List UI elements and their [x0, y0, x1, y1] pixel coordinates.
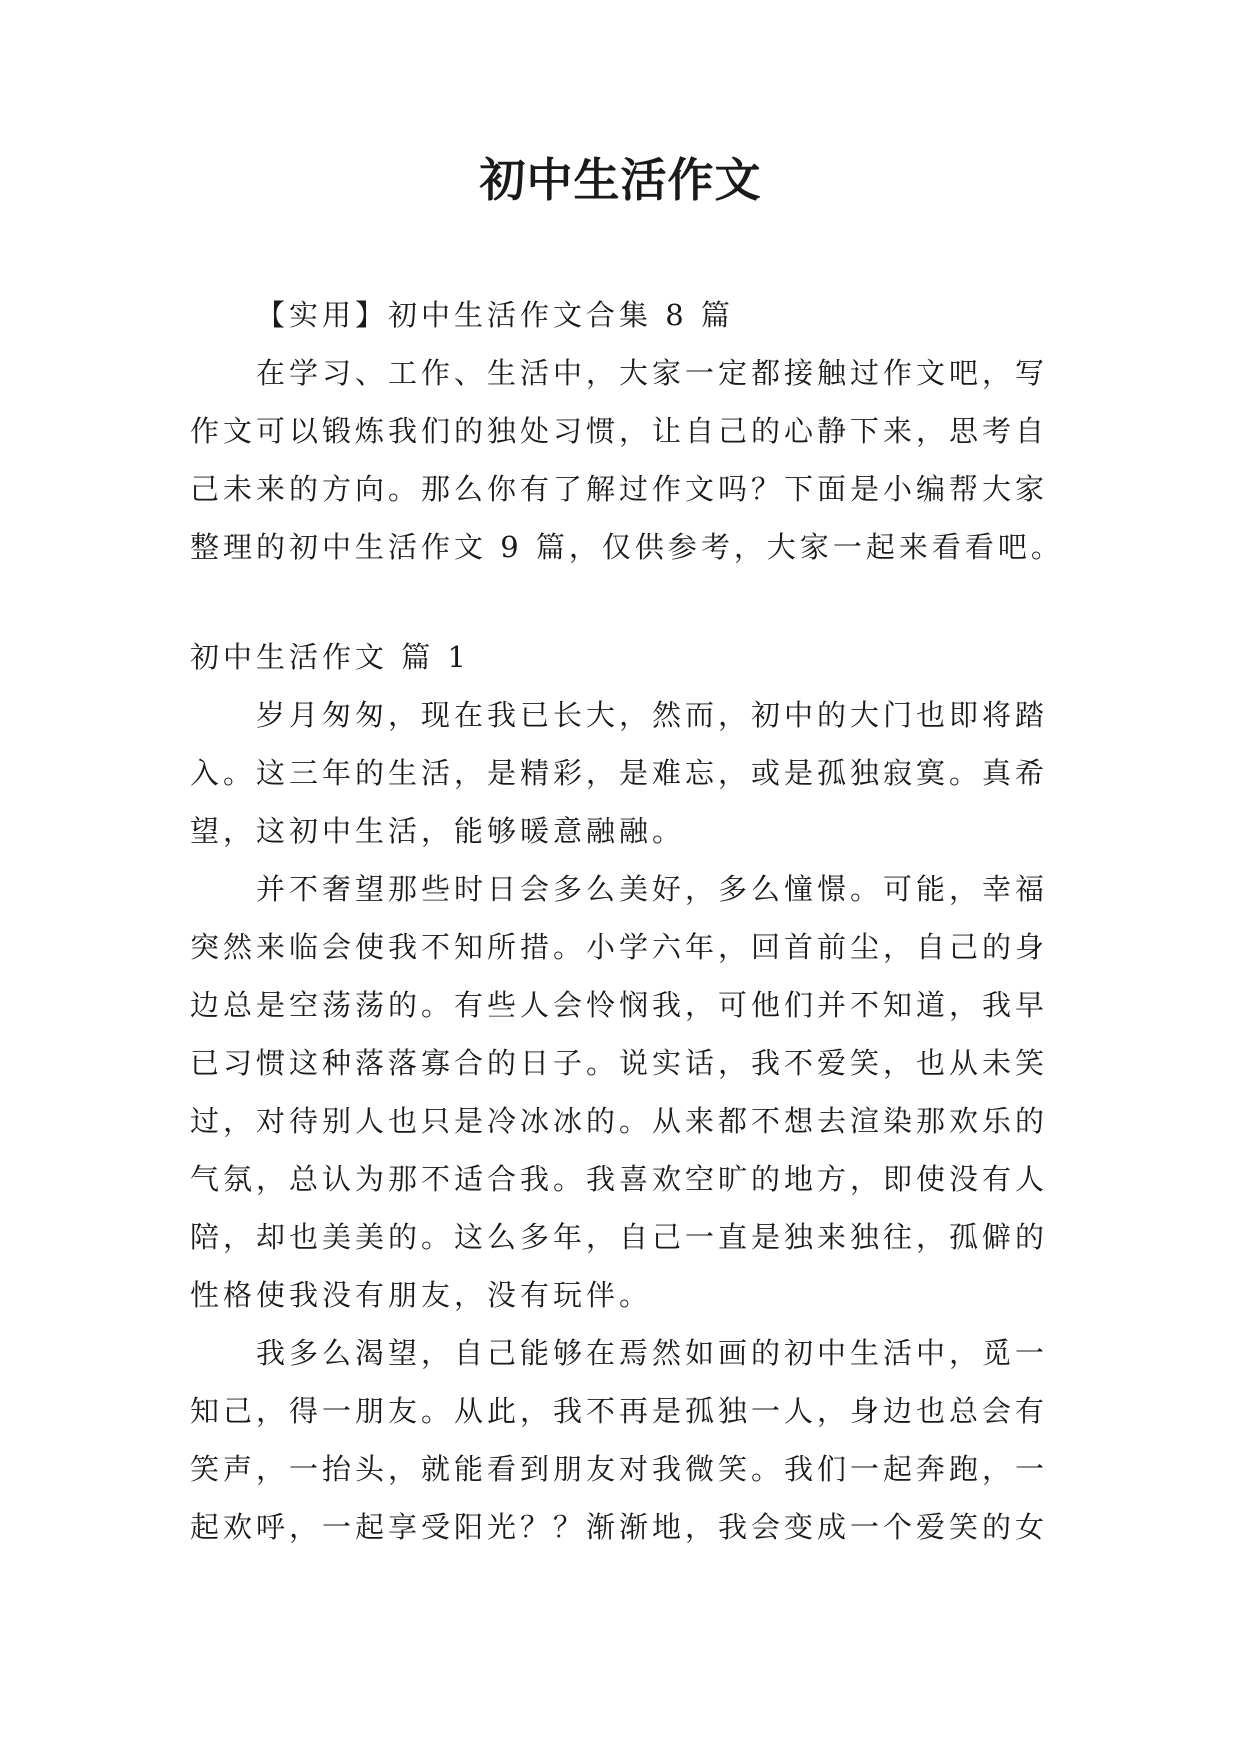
- paragraph-line: 突然来临会使我不知所措。小学六年，回首前尘，自己的身: [190, 930, 1049, 964]
- paragraph-line: 入。这三年的生活，是精彩，是难忘，或是孤独寂寞。真希: [190, 756, 1049, 790]
- paragraph-line: 笑声，一抬头，就能看到朋友对我微笑。我们一起奔跑，一: [190, 1452, 1049, 1486]
- paragraph-line: 岁月匆匆，现在我已长大，然而，初中的大门也即将踏: [256, 698, 1049, 732]
- paragraph-line: 起欢呼，一起享受阳光？？渐渐地，我会变成一个爱笑的女: [190, 1510, 1049, 1544]
- paragraph-line: 我多么渴望，自己能够在焉然如画的初中生活中，觅一: [256, 1336, 1049, 1370]
- paragraph-line: 己未来的方向。那么你有了解过作文吗？下面是小编帮大家: [190, 472, 1049, 506]
- subtitle: 【实用】初中生活作文合集 8 篇: [256, 298, 734, 332]
- section-gap: [190, 576, 1052, 628]
- paragraph-line: 并不奢望那些时日会多么美好，多么憧憬。可能，幸福: [256, 872, 1049, 906]
- paragraph: [190, 686, 1052, 860]
- paragraph-line: 过，对待别人也只是冷冰冰的。从来都不想去渲染那欢乐的: [190, 1104, 1049, 1138]
- paragraph-line: 在学习、工作、生活中，大家一定都接触过作文吧，写: [256, 356, 1049, 390]
- paragraph-line: 气氛，总认为那不适合我。我喜欢空旷的地方，即使没有人: [190, 1162, 1049, 1196]
- paragraph-line: 边总是空荡荡的。有些人会怜悯我，可他们并不知道，我早: [190, 988, 1049, 1022]
- document-body: [190, 286, 1064, 1556]
- paragraph-line: 知己，得一朋友。从此，我不再是孤独一人，身边也总会有: [190, 1394, 1049, 1428]
- page-title: 初中生活作文: [479, 153, 762, 207]
- paragraph-line: 已习惯这种落落寡合的日子。说实话，我不爱笑，也从未笑: [190, 1046, 1049, 1080]
- section-heading: 初中生活作文 篇 1: [190, 640, 470, 674]
- paragraph: [190, 1324, 1052, 1556]
- paragraph: [190, 860, 1052, 1324]
- paragraph-line: 作文可以锻炼我们的独处习惯，让自己的心静下来，思考自: [190, 414, 1049, 448]
- paragraph-line: 望，这初中生活，能够暖意融融。: [190, 814, 686, 848]
- intro-paragraph: [190, 344, 1064, 576]
- paragraph-line: 陪，却也美美的。这么多年，自己一直是独来独往，孤僻的: [190, 1220, 1049, 1254]
- paragraph-line: 性格使我没有朋友，没有玩伴。: [190, 1278, 653, 1312]
- paragraph-line: 整理的初中生活作文 9 篇，仅供参考，大家一起来看看吧。: [190, 530, 1064, 564]
